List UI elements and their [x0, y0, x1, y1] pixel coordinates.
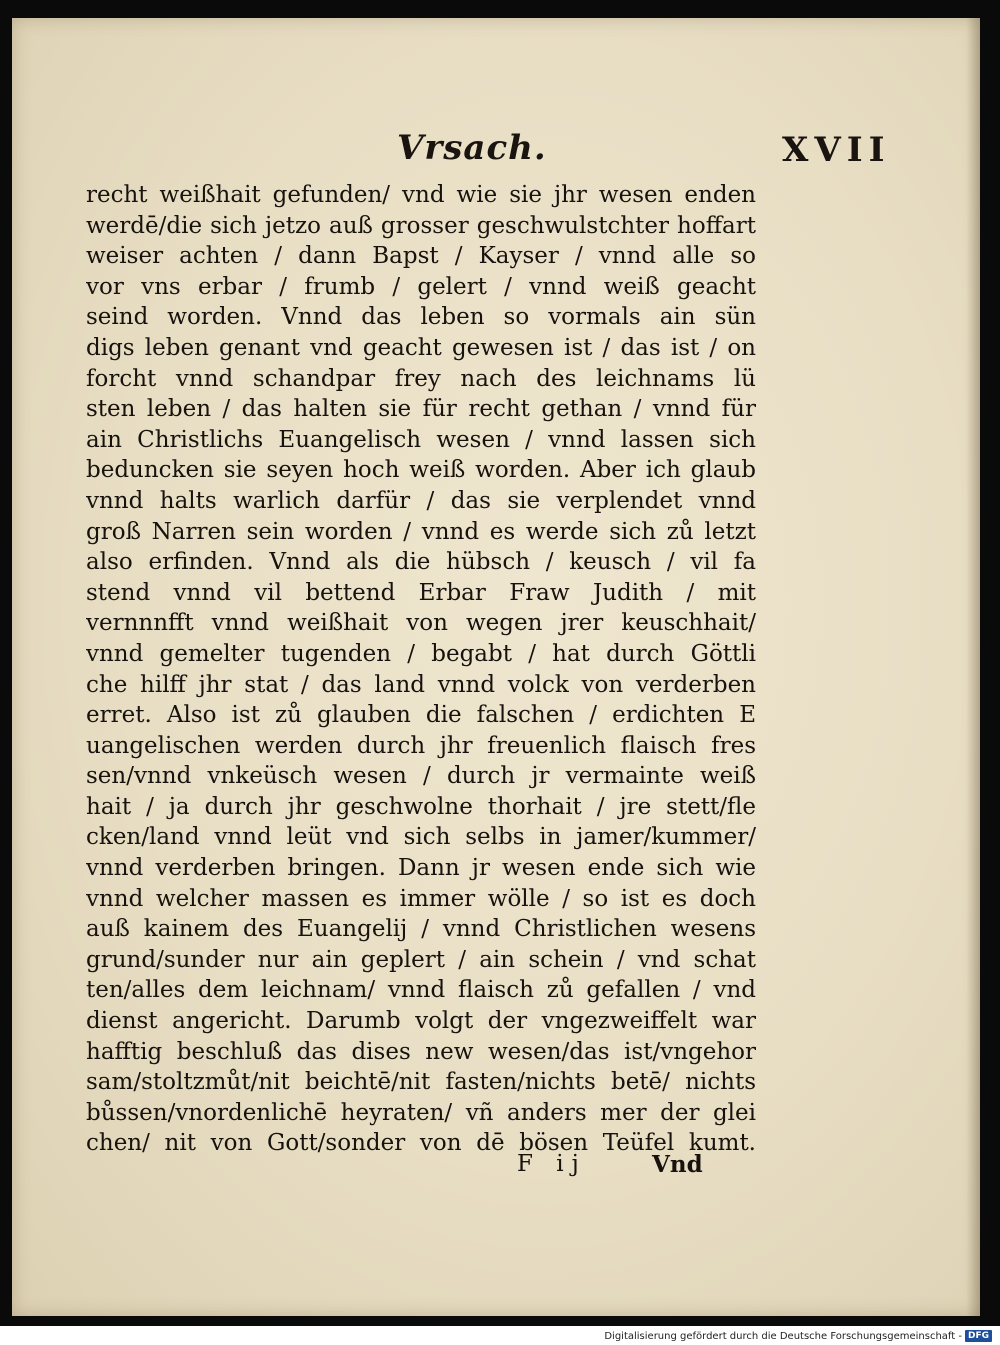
text-line: uangelischen werden durch jhr freuenlich flaisch fres [86, 732, 756, 759]
text-line: vnnd gemelter tugenden / begabt / hat durch Göttli [86, 640, 756, 667]
text-line: vnnd halts warlich darfür / das sie verplendet vnnd [86, 487, 756, 514]
digitization-credit [604, 1328, 992, 1344]
text-line: hafftig beschluß das dises new wesen/das ist/vngehor [86, 1038, 756, 1065]
text-line: sam/stoltzmůt/nit beichtē/nit fasten/nichts betē/ nichts [86, 1069, 756, 1096]
signature-mark: F ij [517, 1151, 587, 1177]
text-line: grund/sunder nur ain geplert / ain schein / vnd schat [86, 946, 756, 973]
text-line: also erfinden. Vnnd als die hübsch / keusch / vil fa [86, 549, 756, 576]
text-line: hait / ja durch jhr geschwolne thorhait / jre stett/fle [86, 793, 756, 820]
catchword: Vnd [652, 1151, 703, 1178]
text-line: recht weißhait gefunden/ vnd wie sie jhr wesen enden [86, 182, 756, 208]
text-line: forcht vnnd schandpar frey nach des leichnams lü [86, 365, 756, 392]
page-edge-shadow [966, 18, 980, 1316]
text-line: cken/land vnnd leüt vnd sich selbs in jamer/kummer/ [86, 824, 756, 851]
text-line: vernnnfft vnnd weißhait von wegen jrer keuschhait/ [86, 610, 756, 637]
text-line: sten leben / das halten sie für recht gethan / vnnd für [86, 396, 756, 423]
dfg-logo: DFG [965, 1330, 992, 1342]
text-line: ten/alles dem leichnam/ vnnd flaisch zů gefallen / vnd [86, 977, 756, 1004]
text-line: dienst angericht. Darumb volgt der vngezweiffelt war [86, 1008, 756, 1035]
text-line: digs leben genant vnd geacht gewesen ist / das ist / on [86, 334, 756, 361]
text-line: beduncken sie seyen hoch weiß worden. Aber ich glaub [86, 457, 756, 484]
text-line: vnnd welcher massen es immer wölle / so ist es doch [86, 885, 756, 912]
body-text [86, 180, 756, 1159]
folio-number: XVII [782, 130, 891, 170]
text-line: che hilff jhr stat / das land vnnd volck von verderben [86, 671, 756, 698]
text-line: bůssen/vnordenlichē heyraten/ vñ anders mer der glei [86, 1099, 756, 1126]
text-line: vor vns erbar / frumb / gelert / vnnd weiß geacht [86, 273, 756, 300]
book-page [12, 18, 980, 1316]
text-line: stend vnnd vil bettend Erbar Fraw Judith / mit [86, 579, 756, 606]
text-line: auß kainem des Euangelij / vnnd Christlichen wesens [86, 916, 756, 943]
page-footer-marks [12, 1151, 980, 1191]
running-head-title: Vrsach. [397, 128, 547, 168]
text-line: ain Christlichs Euangelisch wesen / vnnd lassen sich [86, 426, 756, 453]
text-line: erret. Also ist zů glauben die falschen / erdichten E [86, 702, 756, 729]
text-line: werdē/die sich jetzo auß grosser geschwulstchter hoffart [86, 212, 756, 239]
text-line: groß Narren sein worden / vnnd es werde sich zů letzt [86, 518, 756, 545]
text-line: vnnd verderben bringen. Dann jr wesen ende sich wie [86, 855, 756, 882]
credit-text: Digitalisierung gefördert durch die Deutsche Forschungsgemeinschaft - [604, 1330, 962, 1342]
running-head [12, 128, 980, 178]
text-line: sen/vnnd vnkeüsch wesen / durch jr vermainte weiß [86, 763, 756, 790]
text-line: weiser achten / dann Bapst / Kayser / vnnd alle so [86, 243, 756, 270]
text-line: seind worden. Vnnd das leben so vormals ain sün [86, 304, 756, 331]
text-line: chen/ nit von Gott/sonder von dē bösen Teüfel kumt. [86, 1130, 756, 1157]
